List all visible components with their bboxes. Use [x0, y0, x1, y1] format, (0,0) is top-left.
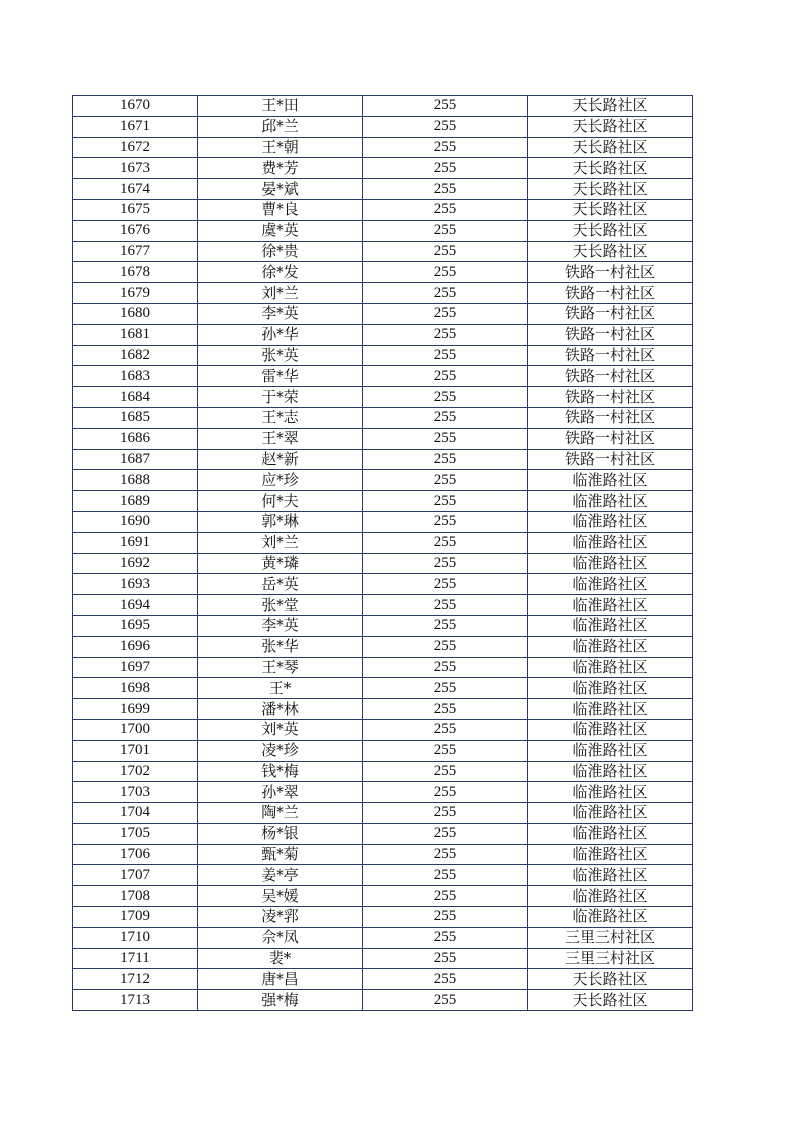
table-row — [73, 366, 693, 387]
person-name-cell: 邱*兰 — [198, 116, 363, 137]
row-number-cell: 1698 — [73, 678, 198, 699]
community-cell: 天长路社区 — [528, 241, 693, 262]
community-cell: 临淮路社区 — [528, 844, 693, 865]
person-name-cell: 孙*翠 — [198, 782, 363, 803]
person-name-cell: 刘*英 — [198, 719, 363, 740]
amount-cell: 255 — [363, 241, 528, 262]
amount-cell: 255 — [363, 844, 528, 865]
person-name-cell: 李*英 — [198, 615, 363, 636]
amount-cell: 255 — [363, 886, 528, 907]
amount-cell: 255 — [363, 96, 528, 117]
person-name-cell: 陶*兰 — [198, 803, 363, 824]
community-cell: 铁路一村社区 — [528, 407, 693, 428]
row-number-cell: 1681 — [73, 324, 198, 345]
table-row — [73, 865, 693, 886]
table-row — [73, 615, 693, 636]
amount-cell: 255 — [363, 927, 528, 948]
amount-cell: 255 — [363, 116, 528, 137]
person-name-cell: 孙*华 — [198, 324, 363, 345]
amount-cell: 255 — [363, 449, 528, 470]
person-name-cell: 雷*华 — [198, 366, 363, 387]
community-cell: 铁路一村社区 — [528, 345, 693, 366]
person-name-cell: 甄*菊 — [198, 844, 363, 865]
row-number-cell: 1696 — [73, 636, 198, 657]
community-cell: 临淮路社区 — [528, 886, 693, 907]
table-row — [73, 345, 693, 366]
amount-cell: 255 — [363, 636, 528, 657]
person-name-cell: 王*田 — [198, 96, 363, 117]
person-name-cell: 于*荣 — [198, 387, 363, 408]
person-name-cell: 何*夫 — [198, 491, 363, 512]
table-row — [73, 532, 693, 553]
table-row — [73, 740, 693, 761]
row-number-cell: 1704 — [73, 803, 198, 824]
table-row — [73, 470, 693, 491]
amount-cell: 255 — [363, 407, 528, 428]
community-cell: 临淮路社区 — [528, 491, 693, 512]
table-row — [73, 969, 693, 990]
table-row — [73, 886, 693, 907]
person-name-cell: 张*英 — [198, 345, 363, 366]
row-number-cell: 1694 — [73, 595, 198, 616]
table-row — [73, 574, 693, 595]
table-row — [73, 199, 693, 220]
row-number-cell: 1692 — [73, 553, 198, 574]
table-row — [73, 137, 693, 158]
row-number-cell: 1711 — [73, 948, 198, 969]
amount-cell: 255 — [363, 387, 528, 408]
community-cell: 临淮路社区 — [528, 532, 693, 553]
row-number-cell: 1707 — [73, 865, 198, 886]
community-cell: 三里三村社区 — [528, 948, 693, 969]
community-cell: 临淮路社区 — [528, 636, 693, 657]
row-number-cell: 1670 — [73, 96, 198, 117]
row-number-cell: 1709 — [73, 907, 198, 928]
person-name-cell: 凌*郛 — [198, 907, 363, 928]
row-number-cell: 1674 — [73, 179, 198, 200]
table-row — [73, 241, 693, 262]
community-cell: 铁路一村社区 — [528, 449, 693, 470]
person-name-cell: 张*华 — [198, 636, 363, 657]
table-row — [73, 782, 693, 803]
table-row — [73, 283, 693, 304]
community-cell: 铁路一村社区 — [528, 366, 693, 387]
row-number-cell: 1710 — [73, 927, 198, 948]
community-cell: 临淮路社区 — [528, 823, 693, 844]
amount-cell: 255 — [363, 511, 528, 532]
person-name-cell: 钱*梅 — [198, 761, 363, 782]
person-name-cell: 晏*斌 — [198, 179, 363, 200]
amount-cell: 255 — [363, 574, 528, 595]
person-name-cell: 王*翠 — [198, 428, 363, 449]
person-name-cell: 岳*英 — [198, 574, 363, 595]
community-cell: 临淮路社区 — [528, 574, 693, 595]
row-number-cell: 1699 — [73, 699, 198, 720]
table-row — [73, 491, 693, 512]
table-row — [73, 303, 693, 324]
person-name-cell: 王* — [198, 678, 363, 699]
table-row — [73, 761, 693, 782]
community-cell: 临淮路社区 — [528, 657, 693, 678]
table-row — [73, 553, 693, 574]
row-number-cell: 1705 — [73, 823, 198, 844]
amount-cell: 255 — [363, 345, 528, 366]
community-cell: 铁路一村社区 — [528, 428, 693, 449]
amount-cell: 255 — [363, 303, 528, 324]
amount-cell: 255 — [363, 865, 528, 886]
community-cell: 临淮路社区 — [528, 615, 693, 636]
table-row — [73, 324, 693, 345]
community-cell: 天长路社区 — [528, 116, 693, 137]
table-row — [73, 699, 693, 720]
person-name-cell: 虞*英 — [198, 220, 363, 241]
row-number-cell: 1672 — [73, 137, 198, 158]
amount-cell: 255 — [363, 532, 528, 553]
row-number-cell: 1708 — [73, 886, 198, 907]
table-row — [73, 990, 693, 1011]
row-number-cell: 1683 — [73, 366, 198, 387]
person-name-cell: 曹*良 — [198, 199, 363, 220]
person-name-cell: 黄*璘 — [198, 553, 363, 574]
community-cell: 天长路社区 — [528, 199, 693, 220]
table-row — [73, 428, 693, 449]
community-cell: 天长路社区 — [528, 179, 693, 200]
row-number-cell: 1688 — [73, 470, 198, 491]
community-cell: 天长路社区 — [528, 220, 693, 241]
person-name-cell: 刘*兰 — [198, 283, 363, 304]
table-row — [73, 803, 693, 824]
amount-cell: 255 — [363, 158, 528, 179]
amount-cell: 255 — [363, 678, 528, 699]
community-cell: 临淮路社区 — [528, 553, 693, 574]
row-number-cell: 1686 — [73, 428, 198, 449]
table-row — [73, 116, 693, 137]
person-name-cell: 裴* — [198, 948, 363, 969]
community-cell: 铁路一村社区 — [528, 262, 693, 283]
person-name-cell: 王*琴 — [198, 657, 363, 678]
amount-cell: 255 — [363, 823, 528, 844]
row-number-cell: 1691 — [73, 532, 198, 553]
community-cell: 临淮路社区 — [528, 782, 693, 803]
amount-cell: 255 — [363, 761, 528, 782]
person-name-cell: 费*芳 — [198, 158, 363, 179]
person-name-cell: 张*堂 — [198, 595, 363, 616]
table-row — [73, 927, 693, 948]
community-cell: 天长路社区 — [528, 969, 693, 990]
subsidy-list-table — [72, 95, 693, 1011]
amount-cell: 255 — [363, 990, 528, 1011]
amount-cell: 255 — [363, 595, 528, 616]
amount-cell: 255 — [363, 324, 528, 345]
person-name-cell: 吴*媛 — [198, 886, 363, 907]
amount-cell: 255 — [363, 969, 528, 990]
amount-cell: 255 — [363, 491, 528, 512]
community-cell: 铁路一村社区 — [528, 303, 693, 324]
person-name-cell: 凌*珍 — [198, 740, 363, 761]
person-name-cell: 姜*亭 — [198, 865, 363, 886]
amount-cell: 255 — [363, 199, 528, 220]
table-body — [73, 96, 693, 1011]
table-row — [73, 907, 693, 928]
table-row — [73, 262, 693, 283]
community-cell: 临淮路社区 — [528, 678, 693, 699]
community-cell: 临淮路社区 — [528, 740, 693, 761]
amount-cell: 255 — [363, 220, 528, 241]
amount-cell: 255 — [363, 907, 528, 928]
row-number-cell: 1713 — [73, 990, 198, 1011]
person-name-cell: 郭*琳 — [198, 511, 363, 532]
community-cell: 临淮路社区 — [528, 803, 693, 824]
amount-cell: 255 — [363, 179, 528, 200]
community-cell: 铁路一村社区 — [528, 283, 693, 304]
table-row — [73, 844, 693, 865]
row-number-cell: 1697 — [73, 657, 198, 678]
row-number-cell: 1702 — [73, 761, 198, 782]
community-cell: 三里三村社区 — [528, 927, 693, 948]
amount-cell: 255 — [363, 699, 528, 720]
person-name-cell: 强*梅 — [198, 990, 363, 1011]
row-number-cell: 1679 — [73, 283, 198, 304]
row-number-cell: 1701 — [73, 740, 198, 761]
table-row — [73, 449, 693, 470]
table-row — [73, 511, 693, 532]
table-row — [73, 387, 693, 408]
table-row — [73, 96, 693, 117]
person-name-cell: 赵*新 — [198, 449, 363, 470]
person-name-cell: 潘*林 — [198, 699, 363, 720]
row-number-cell: 1689 — [73, 491, 198, 512]
community-cell: 临淮路社区 — [528, 699, 693, 720]
community-cell: 天长路社区 — [528, 96, 693, 117]
row-number-cell: 1671 — [73, 116, 198, 137]
community-cell: 临淮路社区 — [528, 470, 693, 491]
amount-cell: 255 — [363, 740, 528, 761]
person-name-cell: 刘*兰 — [198, 532, 363, 553]
row-number-cell: 1695 — [73, 615, 198, 636]
amount-cell: 255 — [363, 262, 528, 283]
amount-cell: 255 — [363, 428, 528, 449]
table-row — [73, 158, 693, 179]
row-number-cell: 1677 — [73, 241, 198, 262]
community-cell: 铁路一村社区 — [528, 387, 693, 408]
table-row — [73, 636, 693, 657]
table-row — [73, 948, 693, 969]
row-number-cell: 1685 — [73, 407, 198, 428]
amount-cell: 255 — [363, 948, 528, 969]
person-name-cell: 徐*贵 — [198, 241, 363, 262]
community-cell: 临淮路社区 — [528, 865, 693, 886]
amount-cell: 255 — [363, 803, 528, 824]
row-number-cell: 1693 — [73, 574, 198, 595]
row-number-cell: 1673 — [73, 158, 198, 179]
person-name-cell: 唐*昌 — [198, 969, 363, 990]
community-cell: 临淮路社区 — [528, 719, 693, 740]
row-number-cell: 1712 — [73, 969, 198, 990]
amount-cell: 255 — [363, 137, 528, 158]
community-cell: 铁路一村社区 — [528, 324, 693, 345]
row-number-cell: 1678 — [73, 262, 198, 283]
table-row — [73, 595, 693, 616]
row-number-cell: 1675 — [73, 199, 198, 220]
row-number-cell: 1687 — [73, 449, 198, 470]
community-cell: 天长路社区 — [528, 990, 693, 1011]
row-number-cell: 1680 — [73, 303, 198, 324]
community-cell: 临淮路社区 — [528, 761, 693, 782]
table-row — [73, 220, 693, 241]
row-number-cell: 1703 — [73, 782, 198, 803]
amount-cell: 255 — [363, 553, 528, 574]
amount-cell: 255 — [363, 719, 528, 740]
community-cell: 临淮路社区 — [528, 907, 693, 928]
person-name-cell: 徐*发 — [198, 262, 363, 283]
amount-cell: 255 — [363, 366, 528, 387]
row-number-cell: 1700 — [73, 719, 198, 740]
amount-cell: 255 — [363, 470, 528, 491]
table-row — [73, 823, 693, 844]
table-row — [73, 407, 693, 428]
row-number-cell: 1676 — [73, 220, 198, 241]
amount-cell: 255 — [363, 782, 528, 803]
person-name-cell: 杨*银 — [198, 823, 363, 844]
row-number-cell: 1690 — [73, 511, 198, 532]
community-cell: 天长路社区 — [528, 137, 693, 158]
person-name-cell: 应*珍 — [198, 470, 363, 491]
amount-cell: 255 — [363, 657, 528, 678]
person-name-cell: 李*英 — [198, 303, 363, 324]
person-name-cell: 王*朝 — [198, 137, 363, 158]
person-name-cell: 王*志 — [198, 407, 363, 428]
row-number-cell: 1706 — [73, 844, 198, 865]
amount-cell: 255 — [363, 283, 528, 304]
community-cell: 临淮路社区 — [528, 511, 693, 532]
community-cell: 天长路社区 — [528, 158, 693, 179]
table-row — [73, 678, 693, 699]
amount-cell: 255 — [363, 615, 528, 636]
person-name-cell: 佘*凤 — [198, 927, 363, 948]
table-row — [73, 179, 693, 200]
table-row — [73, 719, 693, 740]
row-number-cell: 1684 — [73, 387, 198, 408]
row-number-cell: 1682 — [73, 345, 198, 366]
community-cell: 临淮路社区 — [528, 595, 693, 616]
table-row — [73, 657, 693, 678]
